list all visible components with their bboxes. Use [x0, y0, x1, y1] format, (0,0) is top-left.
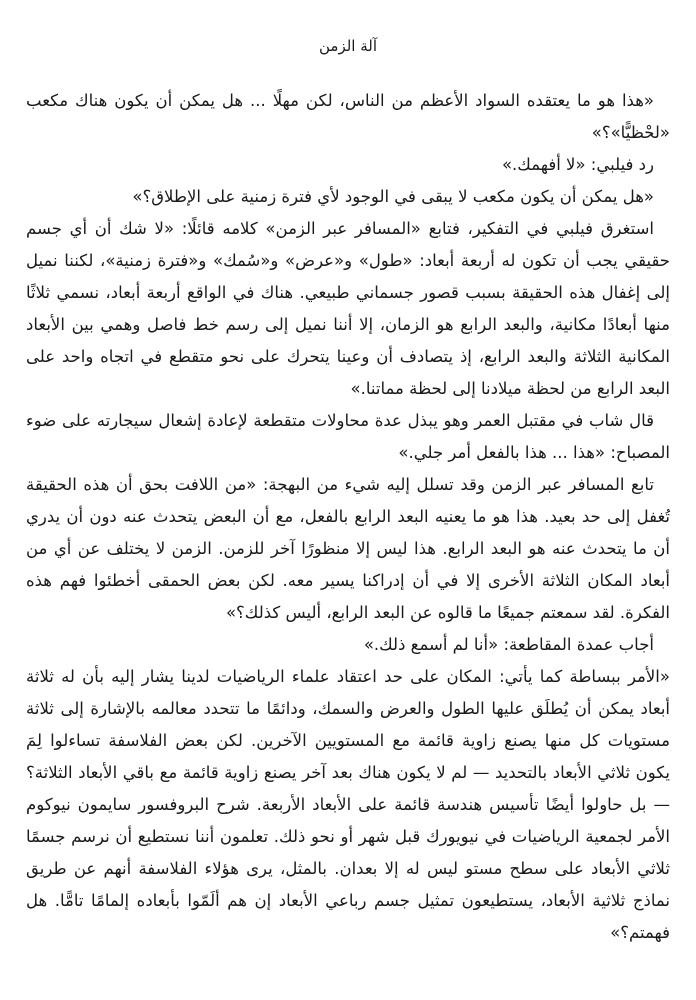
paragraph: «الأمر ببساطة كما يأتي: المكان على حد اعتقاد علماء الرياضيات لدينا يشار إليه بأن له ثلاثة أبعاد يمكن أن يُطلَق عليها الطول والعرض والسمك، ودائمًا ما تتحدد معالمه بالإشارة إلى ثلاثة مستويات كل منها يصنع زاوية قائمة مع المستويين الآخرين. لكن بعض الفلاسفة تساءلوا لِمَ يكون ثلاثي الأبعاد بالتحديد — لم لا يكون هناك بعد آخر يصنع زاوية قائمة مع باقي الأبعاد الثلاثة؟ — بل حاولوا أيضًا تأسيس هندسة قائمة على الأبعاد الأربعة. شرح البروفسور سايمون نيوكوم الأمر لجمعية الرياضيات في نيويورك قبل شهر أو نحو ذلك. تعلمون أننا نستطيع أن نرسم جسمًا ثلاثي الأبعاد على سطح مستو ليس له إلا بعدان. بالمثل، يرى هؤلاء الفلاسفة أنهم عن طريق نماذج ثلاثية الأبعاد، يستطيعون تمثيل جسم رباعي الأبعاد إن هم ألَمّوا بأبعاده إلمامًا تامًّا. هل فهمتم؟» — [26, 667, 670, 942]
paragraph: «هذا هو ما يعتقده السواد الأعظم من الناس، لكن مهلًا ... هل يمكن أن يكون هناك مكعب «لحْظيًّا»؟» — [26, 91, 670, 142]
paragraph: تابع المسافر عبر الزمن وقد تسلل إليه شيء من البهجة: «من اللافت بحق أن هذه الحقيقة تُغفل إلى حد بعيد. هذا هو ما يعنيه البعد الرابع بالفعل، مع أن البعض يتحدث عنه دون أن يدري أن ما يتحدث عنه هو البعد الرابع. هذا ليس إلا منظورًا آخر للزمن. الزمن لا يختلف عن أي من أبعاد المكان الثلاثة الأخرى إلا في أن إدراكنا يسير معه. لكن بعض الحمقى أخطئوا فهم هذه الفكرة. لقد سمعتم جميعًا ما قالوه عن البعد الرابع، أليس كذلك؟» — [26, 475, 670, 622]
paragraph: رد فيلبي: «لا أفهمك.» — [501, 155, 654, 174]
body-text — [26, 85, 670, 949]
paragraph: استغرق فيلبي في التفكير، فتابع «المسافر عبر الزمن» كلامه قائلًا: «لا شك أن أي جسم حقيقي يجب أن تكون له أربعة أبعاد: «طول» و«عرض» و«سُمك» و«فترة زمنية»، لكننا نميل إلى إغفال هذه الحقيقة بسبب قصور جسماني طبيعي. هناك في الواقع أربعة أبعاد، نسمي ثلاثًا منها أبعادًا مكانية، والبعد الرابع هو الزمان، إلا أننا نميل إلى رسم خط فاصل وهمي بين الأبعاد المكانية الثلاثة والبعد الرابع، إذ يتصادف أن وعينا يتحرك على نحو متقطع في اتجاه واحد على البعد الرابع من لحظة ميلادنا إلى لحظة مماتنا.» — [26, 219, 670, 398]
paragraph: أجاب عمدة المقاطعة: «أنا لم أسمع ذلك.» — [363, 635, 654, 654]
paragraph: قال شاب في مقتبل العمر وهو يبذل عدة محاولات متقطعة لإعادة إشعال سيجارته على ضوء المصباح: «هذا ... هذا بالفعل أمر جلي.» — [26, 411, 670, 462]
paragraph: «هل يمكن أن يكون مكعب لا يبقى في الوجود لأي فترة زمنية على الإطلاق؟» — [132, 187, 654, 206]
running-head: آلة الزمن — [318, 37, 377, 55]
